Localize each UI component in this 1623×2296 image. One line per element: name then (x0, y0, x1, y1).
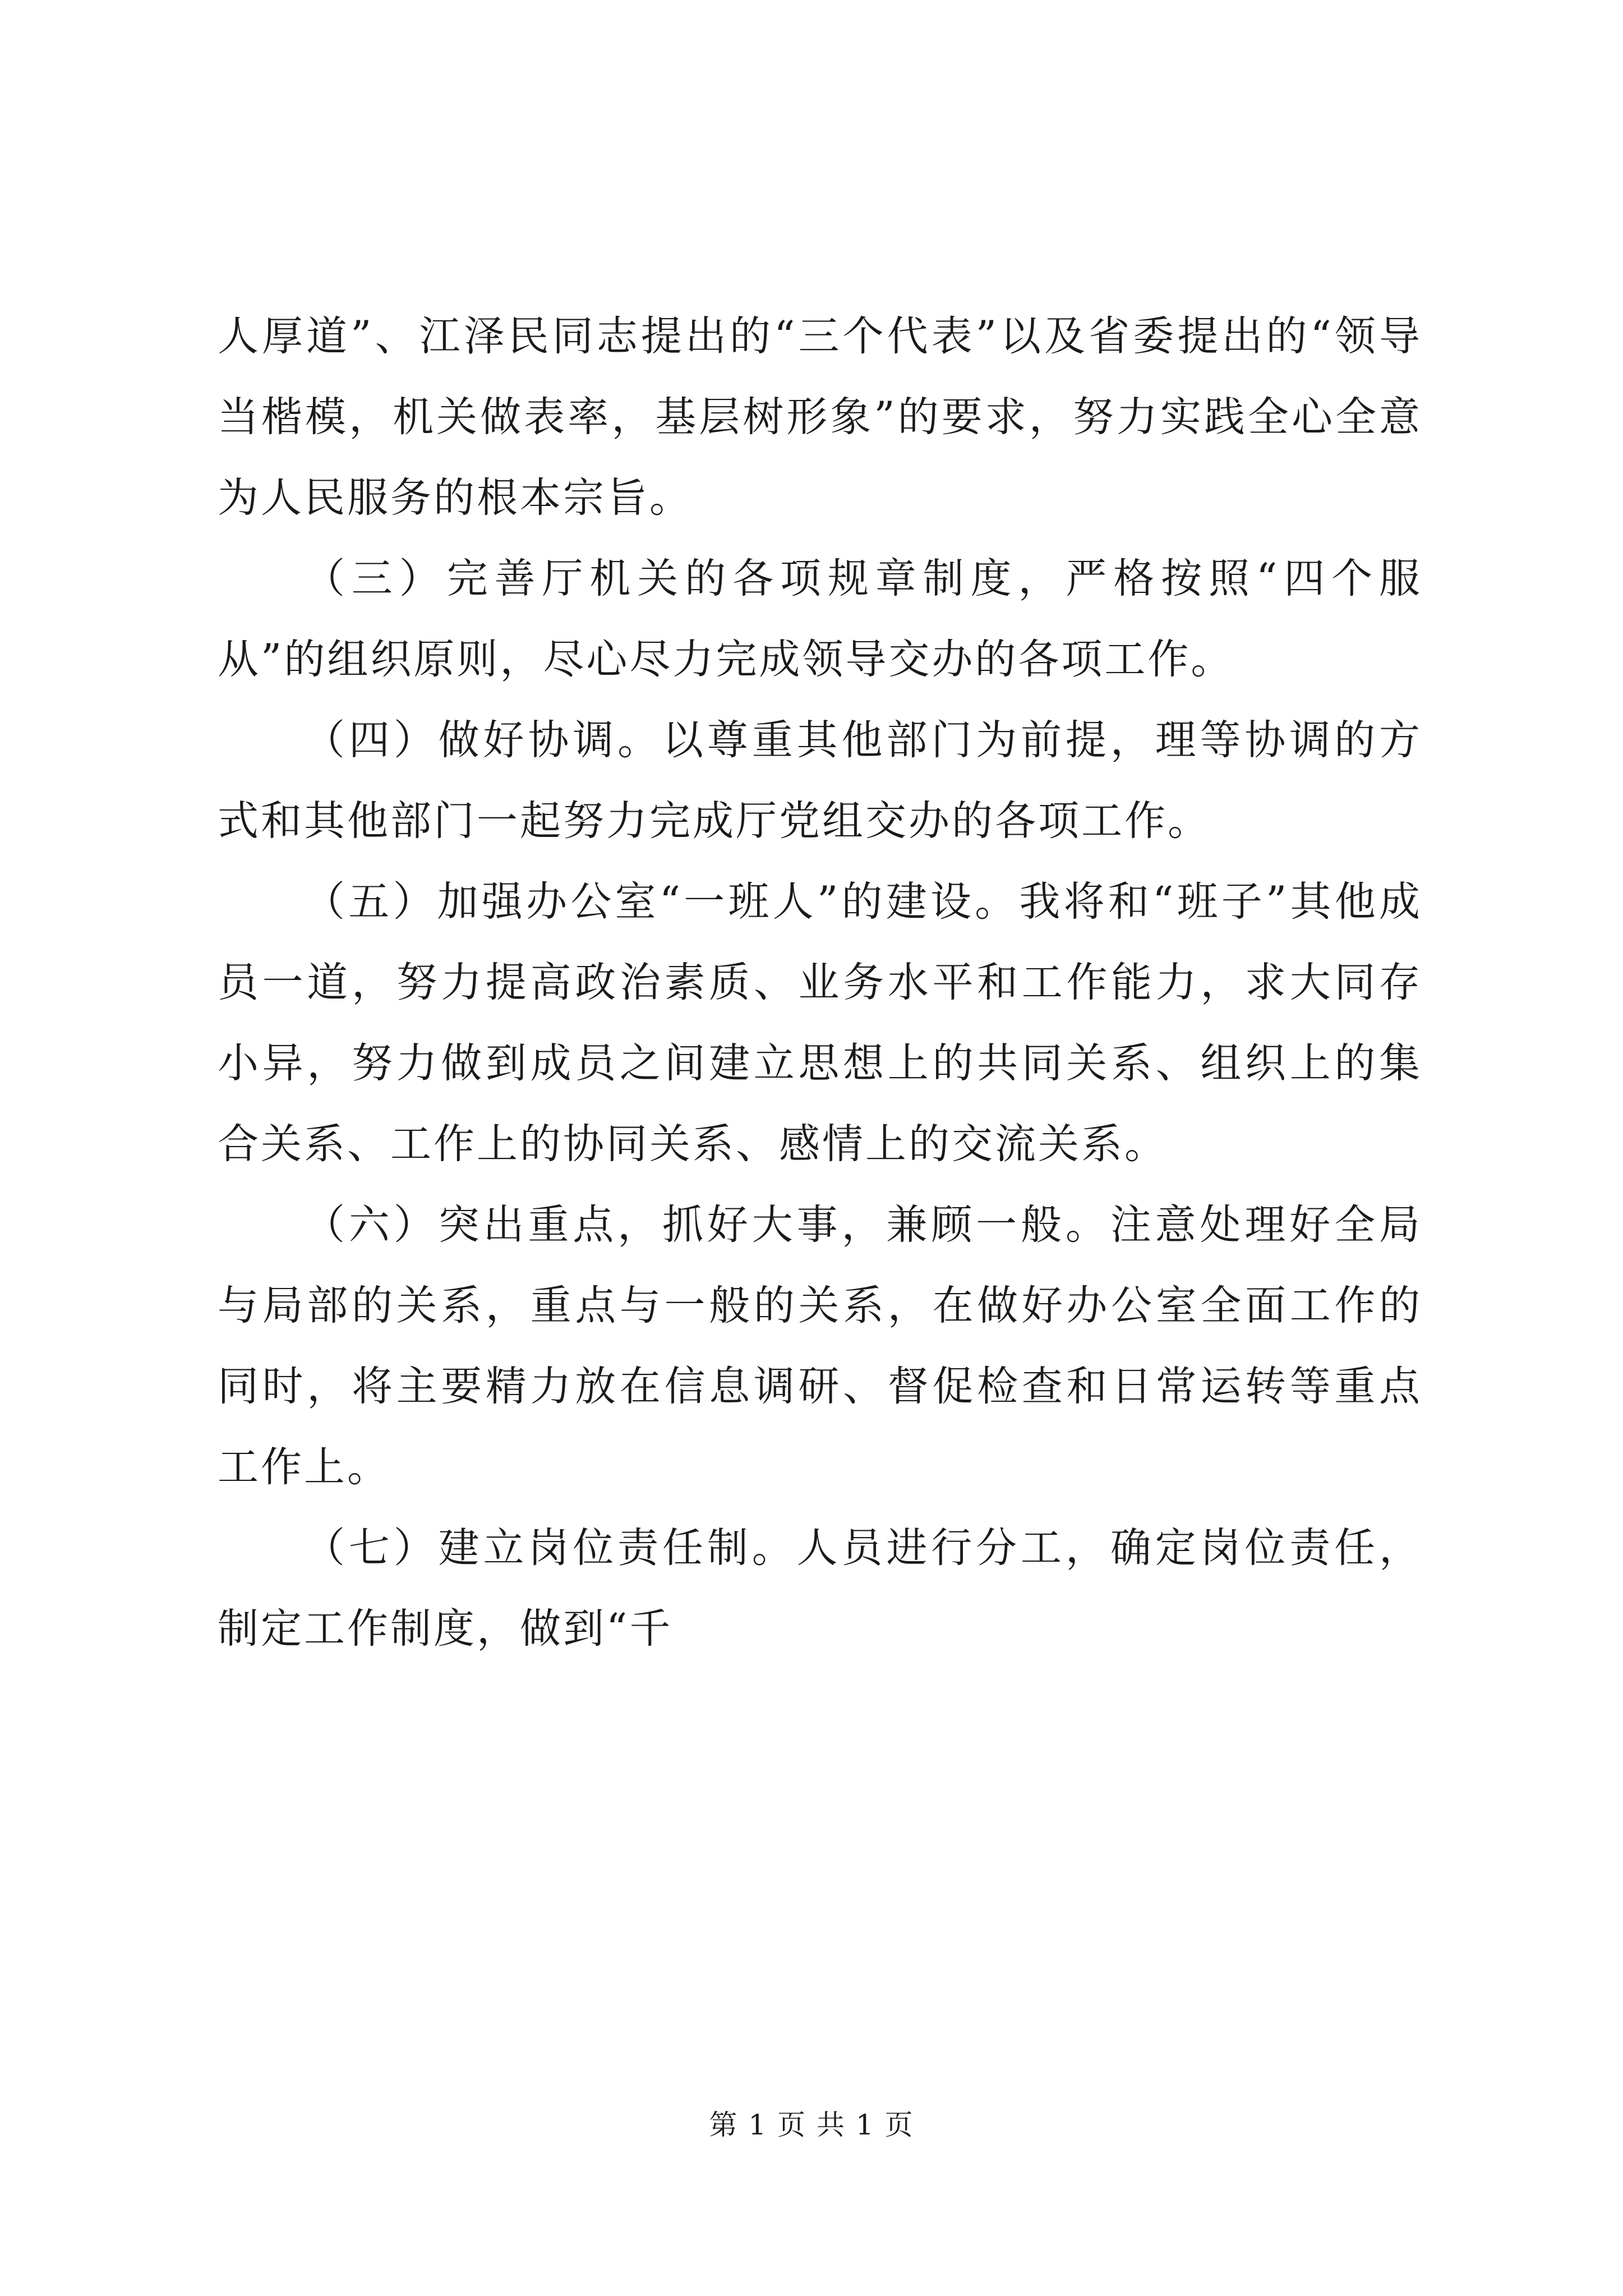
paragraph-item-5: （五）加强办公室“一班人”的建设。我将和“班子”其他成员一道，努力提高政治素质、业务水平和工作能力，求大同存小异，努力做到成员之间建立思想上的共同关系、组织上的集合关系、工作上的协同关系、感情上的交流关系。 (218, 878, 1422, 1168)
document-body (218, 296, 1422, 1669)
paragraph-item-6: （六）突出重点，抓好大事，兼顾一般。注意处理好全局与局部的关系，重点与一般的关系，在做好办公室全面工作的同时，将主要精力放在信息调研、督促检查和日常运转等重点工作上。 (218, 1201, 1422, 1491)
paragraph-item-3: （三）完善厅机关的各项规章制度，严格按照“四个服从”的组织原则，尽心尽力完成领导交办的各项工作。 (218, 555, 1422, 683)
paragraph-continuation: 人厚道”、江泽民同志提出的“三个代表”以及省委提出的“领导当楷模，机关做表率，基层树形象”的要求，努力实践全心全意为人民服务的根本宗旨。 (218, 312, 1422, 522)
page-footer: 第 1 页 共 1 页 (709, 2109, 914, 2141)
paragraph-item-4: （四）做好协调。以尊重其他部门为前提，理等协调的方式和其他部门一起努力完成厅党组交办的各项工作。 (218, 716, 1422, 845)
paragraph-item-7: （七）建立岗位责任制。人员进行分工，确定岗位责任，制定工作制度，做到“千 (218, 1524, 1422, 1653)
